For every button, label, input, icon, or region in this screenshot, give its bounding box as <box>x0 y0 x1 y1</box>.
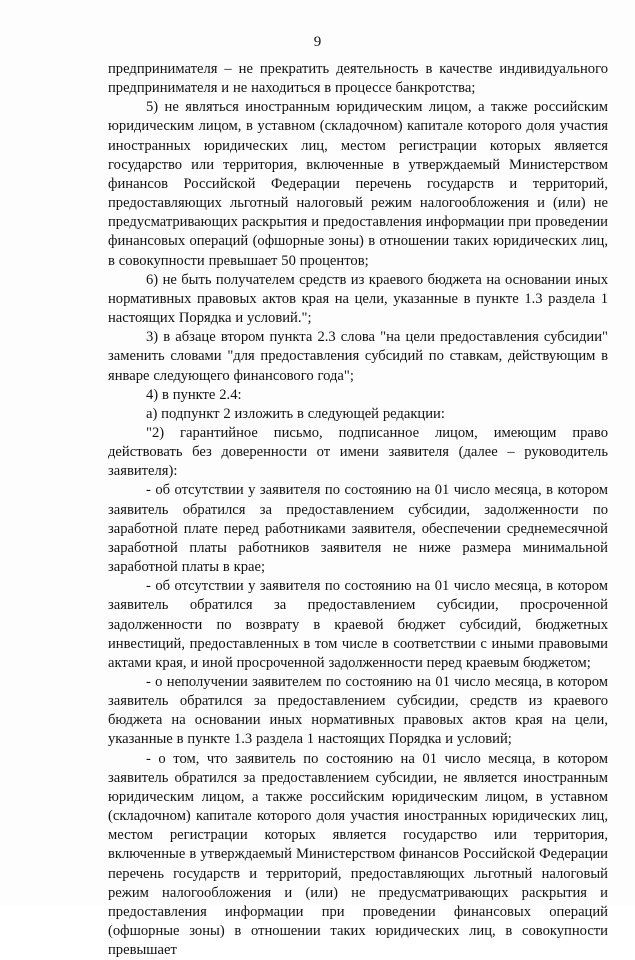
page-number: 9 <box>313 34 322 50</box>
paragraph-bullet-no-funds: - о неполучении заявителем по состоянию на 01 число месяца, в котором заявитель обратился за предоставлением субсидии, средств из краевого бюджета на основании иных нормативных правовых актов края на цели, указанные в пункте 1.3 раздела 1 настоящих Порядка и условий; <box>108 674 608 748</box>
paragraph-continuation: предпринимателя – не прекратить деятельность в качестве индивидуального предпринимателя и не находиться в процессе банкротства; <box>108 61 608 97</box>
paragraph-subitem-a: а) подпункт 2 изложить в следующей редакции: <box>146 405 445 422</box>
paragraph-item-6: 6) не быть получателем средств из краевого бюджета на основании иных нормативных правовых актов края на цели, указанные в пункте 1.3 раздела 1 настоящих Порядка и условий."; <box>108 271 608 327</box>
paragraph-amendment-3: 3) в абзаце втором пункта 2.3 слова "на цели предоставления субсидии" заменить словами "для предоставления субсидий по ставкам, действующим в январе следующего финансового года"; <box>108 329 608 384</box>
paragraph-bullet-foreign-entity: - о том, что заявитель по состоянию на 01 число месяца, в котором заявитель обратился за предоставлением субсидии, не является иностранным юридическим лицом, а также российским юридическим лицом, в уставном (складочном) капитале которого доля участия иностранных юридических лиц, местом регистрации которых является государство или территория, включенные в утверждаемый Министерством финансов Российской Федерации перечень государств и территорий, предоставляющих льготный налоговый режим налогообложения и (или) не предусматривающих раскрытия и предоставления информации при проведении финансовых операций (офшорные зоны) в отношении таких юридических лиц, в совокупности превышает <box>108 750 608 959</box>
paragraph-amendment-4: 4) в пункте 2.4: <box>146 386 242 403</box>
paragraph-item-5: 5) не являться иностранным юридическим лицом, а также российским юридическим лицом, в уставном (складочном) капитале которого доля участия иностранных юридических лиц, местом регистрации которых является государство или территория, включенные в утверждаемый Министерством финансов Российской Федерации перечень государств и территорий, предоставляющих льготный налоговый режим налогообложения и (или) не предусматривающих раскрытия и предоставления информации при проведении финансовых операций (офшорные зоны) в отношении таких юридических лиц, в совокупности превышает 50 процентов; <box>108 99 608 269</box>
paragraph-bullet-salary: - об отсутствии у заявителя по состоянию на 01 число месяца, в котором заявитель обратился за предоставлением субсидии, задолженности по заработной плате перед работниками заявителя, обеспечении среднемесячной заработной платы работников заявителя не ниже размера минимальной заработной платы в крае; <box>108 482 608 576</box>
body-text <box>108 60 608 960</box>
paragraph-bullet-debt: - об отсутствии у заявителя по состоянию на 01 число месяца, в котором заявитель обратился за предоставлением субсидии, просроченной задолженности по возврату в краевой бюджет субсидий, бюджетных инвестиций, предоставленных в том числе в соответствии с иными правовыми актами края, и иной просроченной задолженности перед краевым бюджетом; <box>108 578 608 671</box>
paragraph-guarantee-letter: "2) гарантийное письмо, подписанное лицом, имеющим право действовать без доверенности от имени заявителя (далее – руководитель заявителя): <box>108 424 608 480</box>
